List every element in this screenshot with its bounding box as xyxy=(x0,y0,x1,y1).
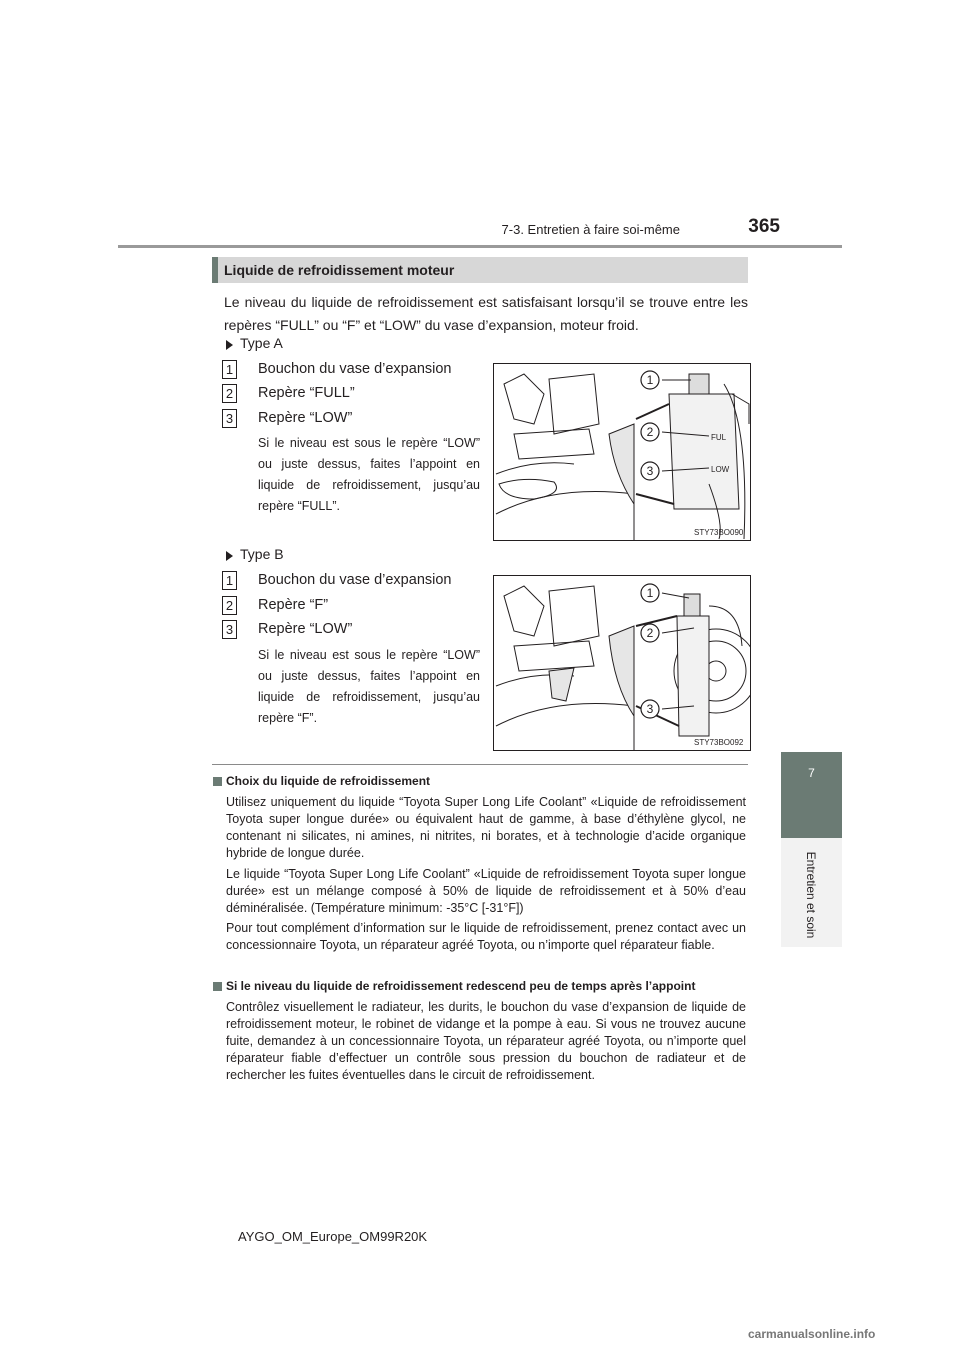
note-2-paragraph-1: Contrôlez visuellement le radiateur, les durits, le bouchon du vase d’expansion de liquide de refroidissement moteur, le robinet de vidange et la pompe à eau. Si vous ne trouvez aucune fuite, demandez à un concessionnaire Toyota, un réparateur agréé Toyota, ou n’importe quel réparateur fiable d’effectuer un contrôle sous pression du bouchon de radiateur et de rechercher les fuites éventuelles dans le circuit de refroidissement. xyxy=(226,1000,746,1082)
coolant-reservoir-type-a-illustration xyxy=(494,364,750,540)
type-a-callout-3: 3 xyxy=(646,464,654,478)
section-separator xyxy=(212,764,748,765)
note-1-paragraph-2: Le liquide “Toyota Super Long Life Coolant” «Liquide de refroidissement Toyota super longue durée» est un mélange composé à 50% de liquide de refroidissement et à 50% d’eau déminéralisée. (Température minimum: -35°C [-31°F]) xyxy=(226,867,746,915)
type-b-note: Si le niveau est sous le repère “LOW” ou juste dessus, faites l’appoint en liquide de refroidissement, jusqu’au repère “F”. xyxy=(258,648,480,725)
type-a-bullet-icon xyxy=(226,340,233,350)
type-a-item-3-number: 3 xyxy=(222,409,237,428)
type-a-item-3-label: Repère “LOW” xyxy=(258,410,353,426)
type-b-figure xyxy=(493,575,751,751)
intro-paragraph: Le niveau du liquide de refroidissement est satisfaisant lorsqu’il se trouve entre les repères “FULL” ou “F” et “LOW” du vase d’expansion, moteur froid. xyxy=(224,294,748,333)
section-title: Liquide de refroidissement moteur xyxy=(224,262,455,278)
type-a-item-2-label: Repère “FULL” xyxy=(258,385,355,401)
note-1-heading: Choix du liquide de refroidissement xyxy=(226,774,431,788)
chapter-tab-label-wrap xyxy=(802,845,820,945)
type-a-item-2-number: 2 xyxy=(222,384,237,403)
type-a-full-mark: FUL xyxy=(711,433,727,442)
note-2-square-icon xyxy=(213,982,222,991)
type-b-item-2-number: 2 xyxy=(222,596,237,615)
type-a-label: Type A xyxy=(240,335,283,351)
watermark: carmanualsonline.info xyxy=(748,1327,876,1341)
type-b-figure-code: STY73BO092 xyxy=(694,738,744,747)
type-a-figure-code: STY73BO090 xyxy=(694,528,744,537)
type-b-item-1-number: 1 xyxy=(222,571,237,590)
type-b-callout-3: 3 xyxy=(646,702,654,716)
type-b-label: Type B xyxy=(240,546,284,562)
header-rule xyxy=(118,245,842,248)
type-b-callout-2: 2 xyxy=(646,626,654,640)
coolant-reservoir-type-b-illustration xyxy=(494,576,750,750)
type-a-item-1-number: 1 xyxy=(222,360,237,379)
chapter-title: 7-3. Entretien à faire soi-même xyxy=(501,222,680,237)
page-number: 365 xyxy=(748,216,780,237)
note-2-heading: Si le niveau du liquide de refroidissement redescend peu de temps après l’appoint xyxy=(226,979,696,993)
type-b-bullet-icon xyxy=(226,551,233,561)
type-b-callout-1: 1 xyxy=(646,586,654,600)
note-1-paragraph-3: Pour tout complément d’information sur le liquide de refroidissement, prenez contact avec un concessionnaire Toyota, un réparateur agréé Toyota, ou n’importe quel réparateur fiable. xyxy=(226,921,746,952)
note-1-paragraph-1: Utilisez uniquement du liquide “Toyota Super Long Life Coolant” «Liquide de refroidissement Toyota super longue durée» ou équivalent haut de gamme, à base d’éthylène glycol, ne contenant ni silicates, ni amines, ni nitrites, ni borates, et à technologie d’acide organique hybride de longue durée. xyxy=(226,795,746,860)
type-a-item-1-label: Bouchon du vase d’expansion xyxy=(258,361,452,377)
type-a-low-mark: LOW xyxy=(711,465,730,474)
type-a-note: Si le niveau est sous le repère “LOW” ou juste dessus, faites l’appoint en liquide de refroidissement, jusqu’au repère “FULL”. xyxy=(258,436,480,513)
note-1-square-icon xyxy=(213,777,222,786)
chapter-tab xyxy=(781,752,842,838)
type-b-item-2-label: Repère “F” xyxy=(258,597,329,613)
type-a-figure xyxy=(493,363,751,541)
document-id: AYGO_OM_Europe_OM99R20K xyxy=(238,1229,428,1244)
type-b-item-3-label: Repère “LOW” xyxy=(258,621,353,637)
type-a-callout-2: 2 xyxy=(646,425,654,439)
type-b-item-3-number: 3 xyxy=(222,620,237,639)
chapter-tab-label: Entretien et soin xyxy=(804,851,818,939)
type-a-callout-1: 1 xyxy=(646,373,654,387)
chapter-tab-number: 7 xyxy=(808,766,815,780)
type-b-item-1-label: Bouchon du vase d’expansion xyxy=(258,572,452,588)
